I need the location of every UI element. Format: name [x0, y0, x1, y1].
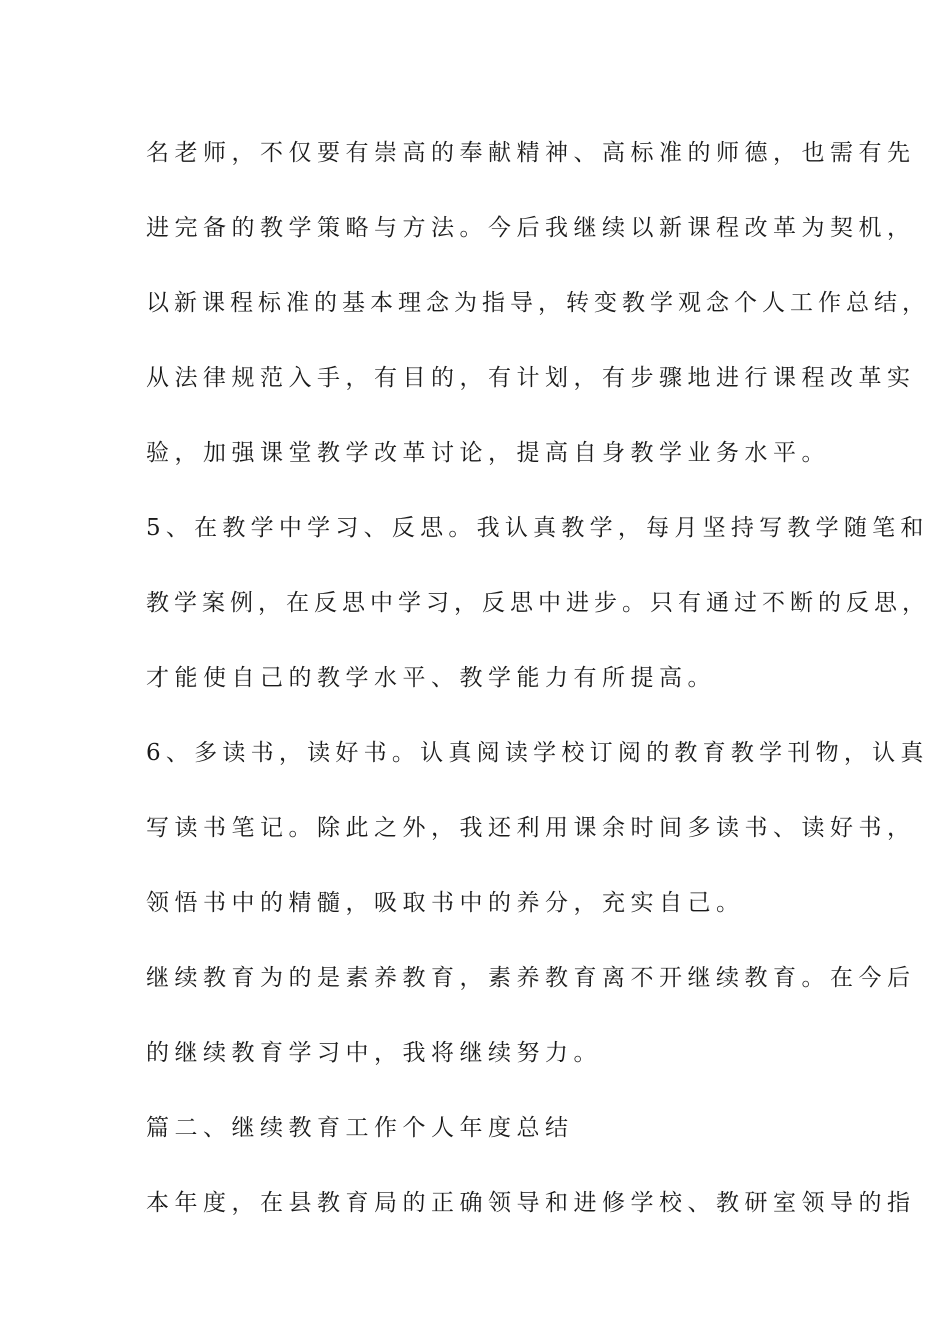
text-line: 从法律规范入手，有目的，有计划，有步骤地进行课程改革实	[146, 365, 916, 391]
text-line: 进完备的教学策略与方法。今后我继续以新课程改革为契机，	[146, 215, 916, 241]
section-heading: 篇二、继续教育工作个人年度总结	[146, 1115, 574, 1141]
text-line: 才能使自己的教学水平、教学能力有所提高。	[146, 665, 716, 691]
text-line: 本年度，在县教育局的正确领导和进修学校、教研室领导的指	[146, 1190, 916, 1216]
text-line: 领悟书中的精髓，吸取书中的养分，充实自己。	[146, 890, 745, 916]
text-line: 教学案例，在反思中学习，反思中进步。只有通过不断的反思，	[146, 590, 930, 616]
text-line: 6、多读书，读好书。认真阅读学校订阅的教育教学刊物，认真	[146, 740, 929, 766]
text-line: 的继续教育学习中，我将继续努力。	[146, 1040, 602, 1066]
text-line: 以新课程标准的基本理念为指导，转变教学观念个人工作总结，	[146, 290, 930, 316]
text-line: 继续教育为的是素养教育，素养教育离不开继续教育。在今后	[146, 965, 916, 991]
text-line: 名老师，不仅要有崇高的奉献精神、高标准的师德，也需有先	[146, 140, 916, 166]
text-line: 验，加强课堂教学改革讨论，提高自身教学业务水平。	[146, 440, 830, 466]
text-line: 写读书笔记。除此之外，我还利用课余时间多读书、读好书，	[146, 815, 916, 841]
text-line: 5、在教学中学习、反思。我认真教学，每月坚持写教学随笔和	[146, 515, 929, 541]
